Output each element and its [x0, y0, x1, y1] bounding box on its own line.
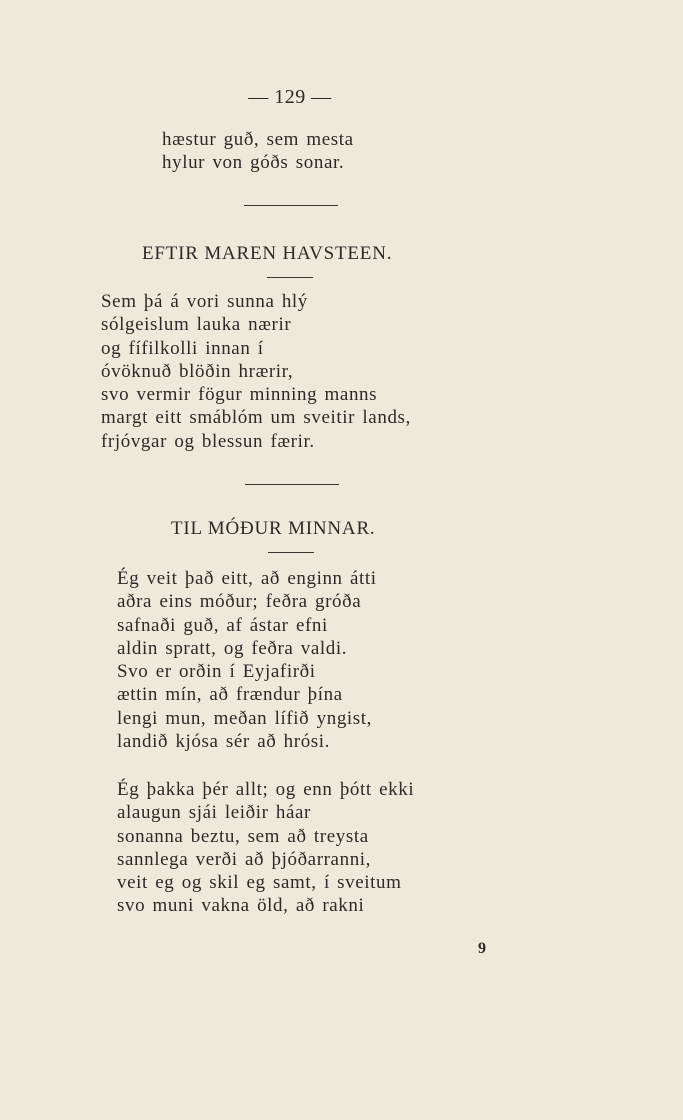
- opening-stanza: [162, 128, 354, 175]
- poem2-stanza-1: [117, 567, 377, 753]
- poem-line: sonanna beztu, sem að treysta: [117, 825, 369, 847]
- poem-line: svo vermir fögur minning manns: [101, 384, 378, 406]
- poem-line: lengi mun, meðan lífið yngist,: [117, 707, 373, 729]
- poem-line: sólgeislum lauka nærir: [101, 314, 292, 336]
- poem-line: aðra eins móður; feðra gróða: [117, 591, 362, 613]
- poem-line: ættin mín, að frændur þína: [117, 684, 343, 706]
- title-underline: [268, 552, 314, 553]
- poem-title: TIL MÓÐUR MINNAR.: [171, 518, 376, 539]
- poem-line: Ég þakka þér allt; og enn þótt ekki: [117, 779, 415, 800]
- section-divider: [245, 484, 339, 485]
- poem-line: margt eitt smáblóm um sveitir lands,: [101, 407, 411, 429]
- poem-line: safnaði guð, af ástar efni: [117, 614, 328, 636]
- poem-line: Svo er orðin í Eyjafirði: [117, 661, 316, 683]
- section-divider: [244, 205, 338, 206]
- poem-line: og fífilkolli innan í: [101, 337, 264, 359]
- page-number: — 129 —: [248, 86, 332, 108]
- poem-line: aldin spratt, og feðra valdi.: [117, 637, 348, 659]
- printer-signature-mark: 9: [478, 940, 486, 957]
- poem-line: sannlega verði að þjóðarranni,: [117, 848, 372, 870]
- poem-line: Sem þá á vori sunna hlý: [101, 291, 308, 312]
- poem-line: frjóvgar og blessun færir.: [101, 430, 315, 452]
- poem-line: hylur von góðs sonar.: [162, 152, 345, 174]
- poem-line: hæstur guð, sem mesta: [162, 129, 354, 150]
- poem-line: Ég veit það eitt, að enginn átti: [117, 568, 377, 589]
- poem-line: svo muni vakna öld, að rakni: [117, 895, 365, 917]
- poem-line: alaugun sjái leiðir háar: [117, 802, 311, 824]
- title-underline: [267, 277, 313, 278]
- poem-line: óvöknuð blöðin hrærir,: [101, 360, 294, 382]
- poem-line: landið kjósa sér að hrósi.: [117, 731, 331, 753]
- poem-title: EFTIR MAREN HAVSTEEN.: [142, 243, 393, 264]
- poem1-stanza: [101, 290, 411, 453]
- poem2-stanza-2: [117, 778, 414, 918]
- poem-line: veit eg og skil eg samt, í sveitum: [117, 872, 402, 894]
